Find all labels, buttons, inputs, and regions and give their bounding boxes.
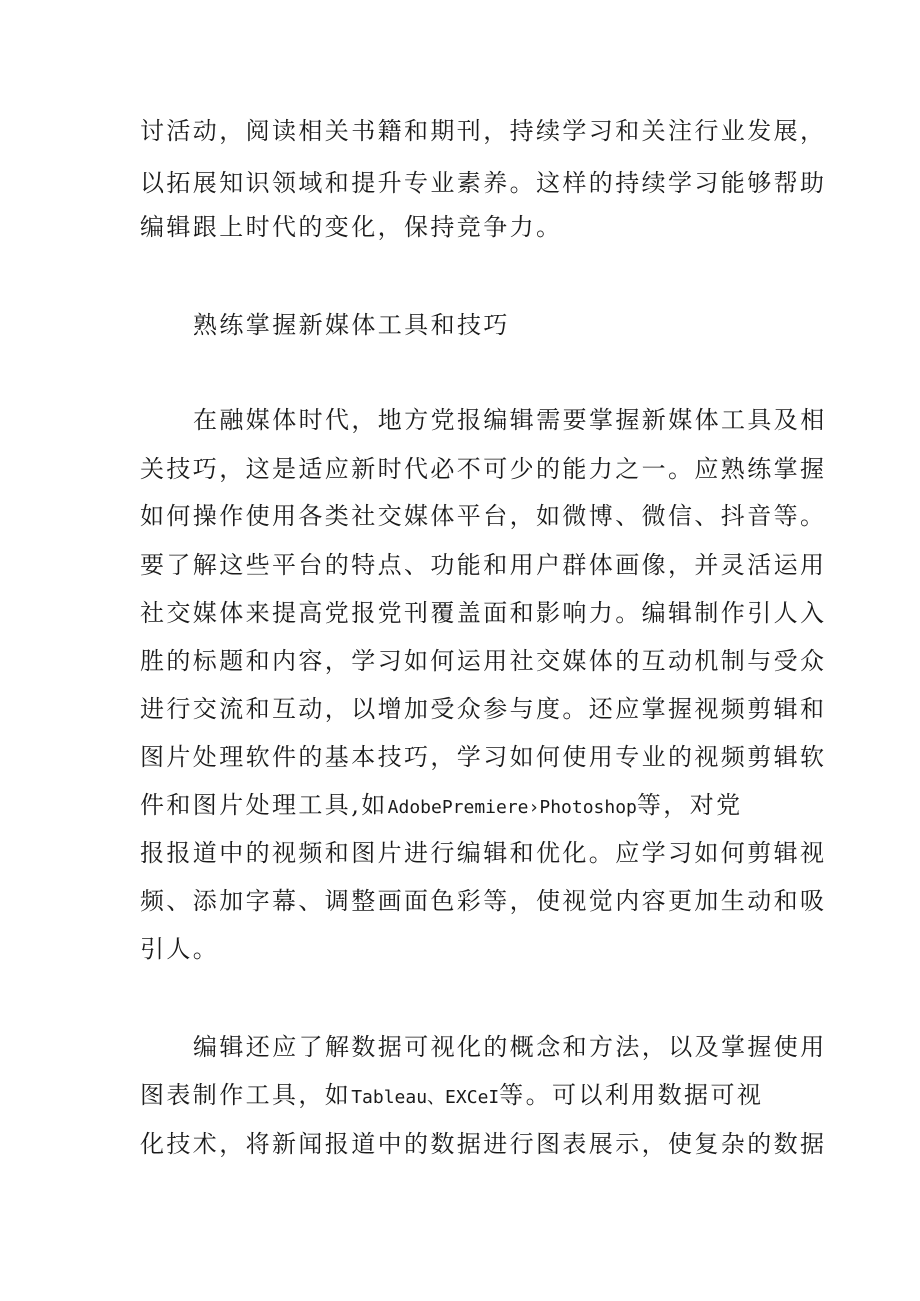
paragraph-line: 报报道中的视频和图片进行编辑和优化。应学习如何剪辑视 <box>140 839 827 867</box>
paragraph-line: 以拓展知识领域和提升专业素养。这样的持续学习能够帮助 <box>140 169 827 197</box>
paragraph-line: 在融媒体时代，地方党报编辑需要掌握新媒体工具及相 <box>193 406 827 434</box>
paragraph-line: 频、添加字幕、调整画面色彩等，使视觉内容更加生动和吸 <box>140 887 827 915</box>
paragraph-line: 编辑跟上时代的变化，保持竞争力。 <box>140 213 563 241</box>
paragraph-line: 图片处理软件的基本技巧，学习如何使用专业的视频剪辑软 <box>140 743 827 771</box>
paragraph-line: 要了解这些平台的特点、功能和用户群体画像，并灵活运用 <box>140 551 827 579</box>
text-segment: 等。可以利用数据可视 <box>499 1081 764 1109</box>
paragraph-line: 如何操作使用各类社交媒体平台，如微博、微信、抖音等。 <box>140 502 827 530</box>
paragraph-line: 讨活动，阅读相关书籍和期刊，持续学习和关注行业发展， <box>140 117 827 145</box>
paragraph-line: 胜的标题和内容，学习如何运用社交媒体的互动机制与受众 <box>140 647 827 675</box>
software-names: AdobePremiere›Photoshop <box>387 797 637 818</box>
paragraph-line: 引人。 <box>140 935 220 963</box>
text-segment: 等，对党 <box>636 791 743 819</box>
paragraph-line: 化技术，将新闻报道中的数据进行图表展示，使复杂的数据 <box>140 1130 827 1158</box>
text-segment: 图表制作工具，如 <box>140 1081 352 1109</box>
paragraph-line <box>140 785 790 825</box>
section-heading: 熟练掌握新媒体工具和技巧 <box>193 311 510 339</box>
paragraph-line: 社交媒体来提高党报党刊覆盖面和影响力。编辑制作引人入 <box>140 599 827 627</box>
paragraph-line: 编辑还应了解数据可视化的概念和方法，以及掌握使用 <box>193 1033 827 1061</box>
text-segment: 件和图片处理工具,如 <box>140 791 388 819</box>
paragraph-line: 关技巧，这是适应新时代必不可少的能力之一。应熟练掌握 <box>140 455 827 483</box>
tool-names: Tableau、EXCeI <box>351 1087 500 1108</box>
paragraph-line <box>140 1075 790 1115</box>
paragraph-line: 进行交流和互动，以增加受众参与度。还应掌握视频剪辑和 <box>140 695 827 723</box>
